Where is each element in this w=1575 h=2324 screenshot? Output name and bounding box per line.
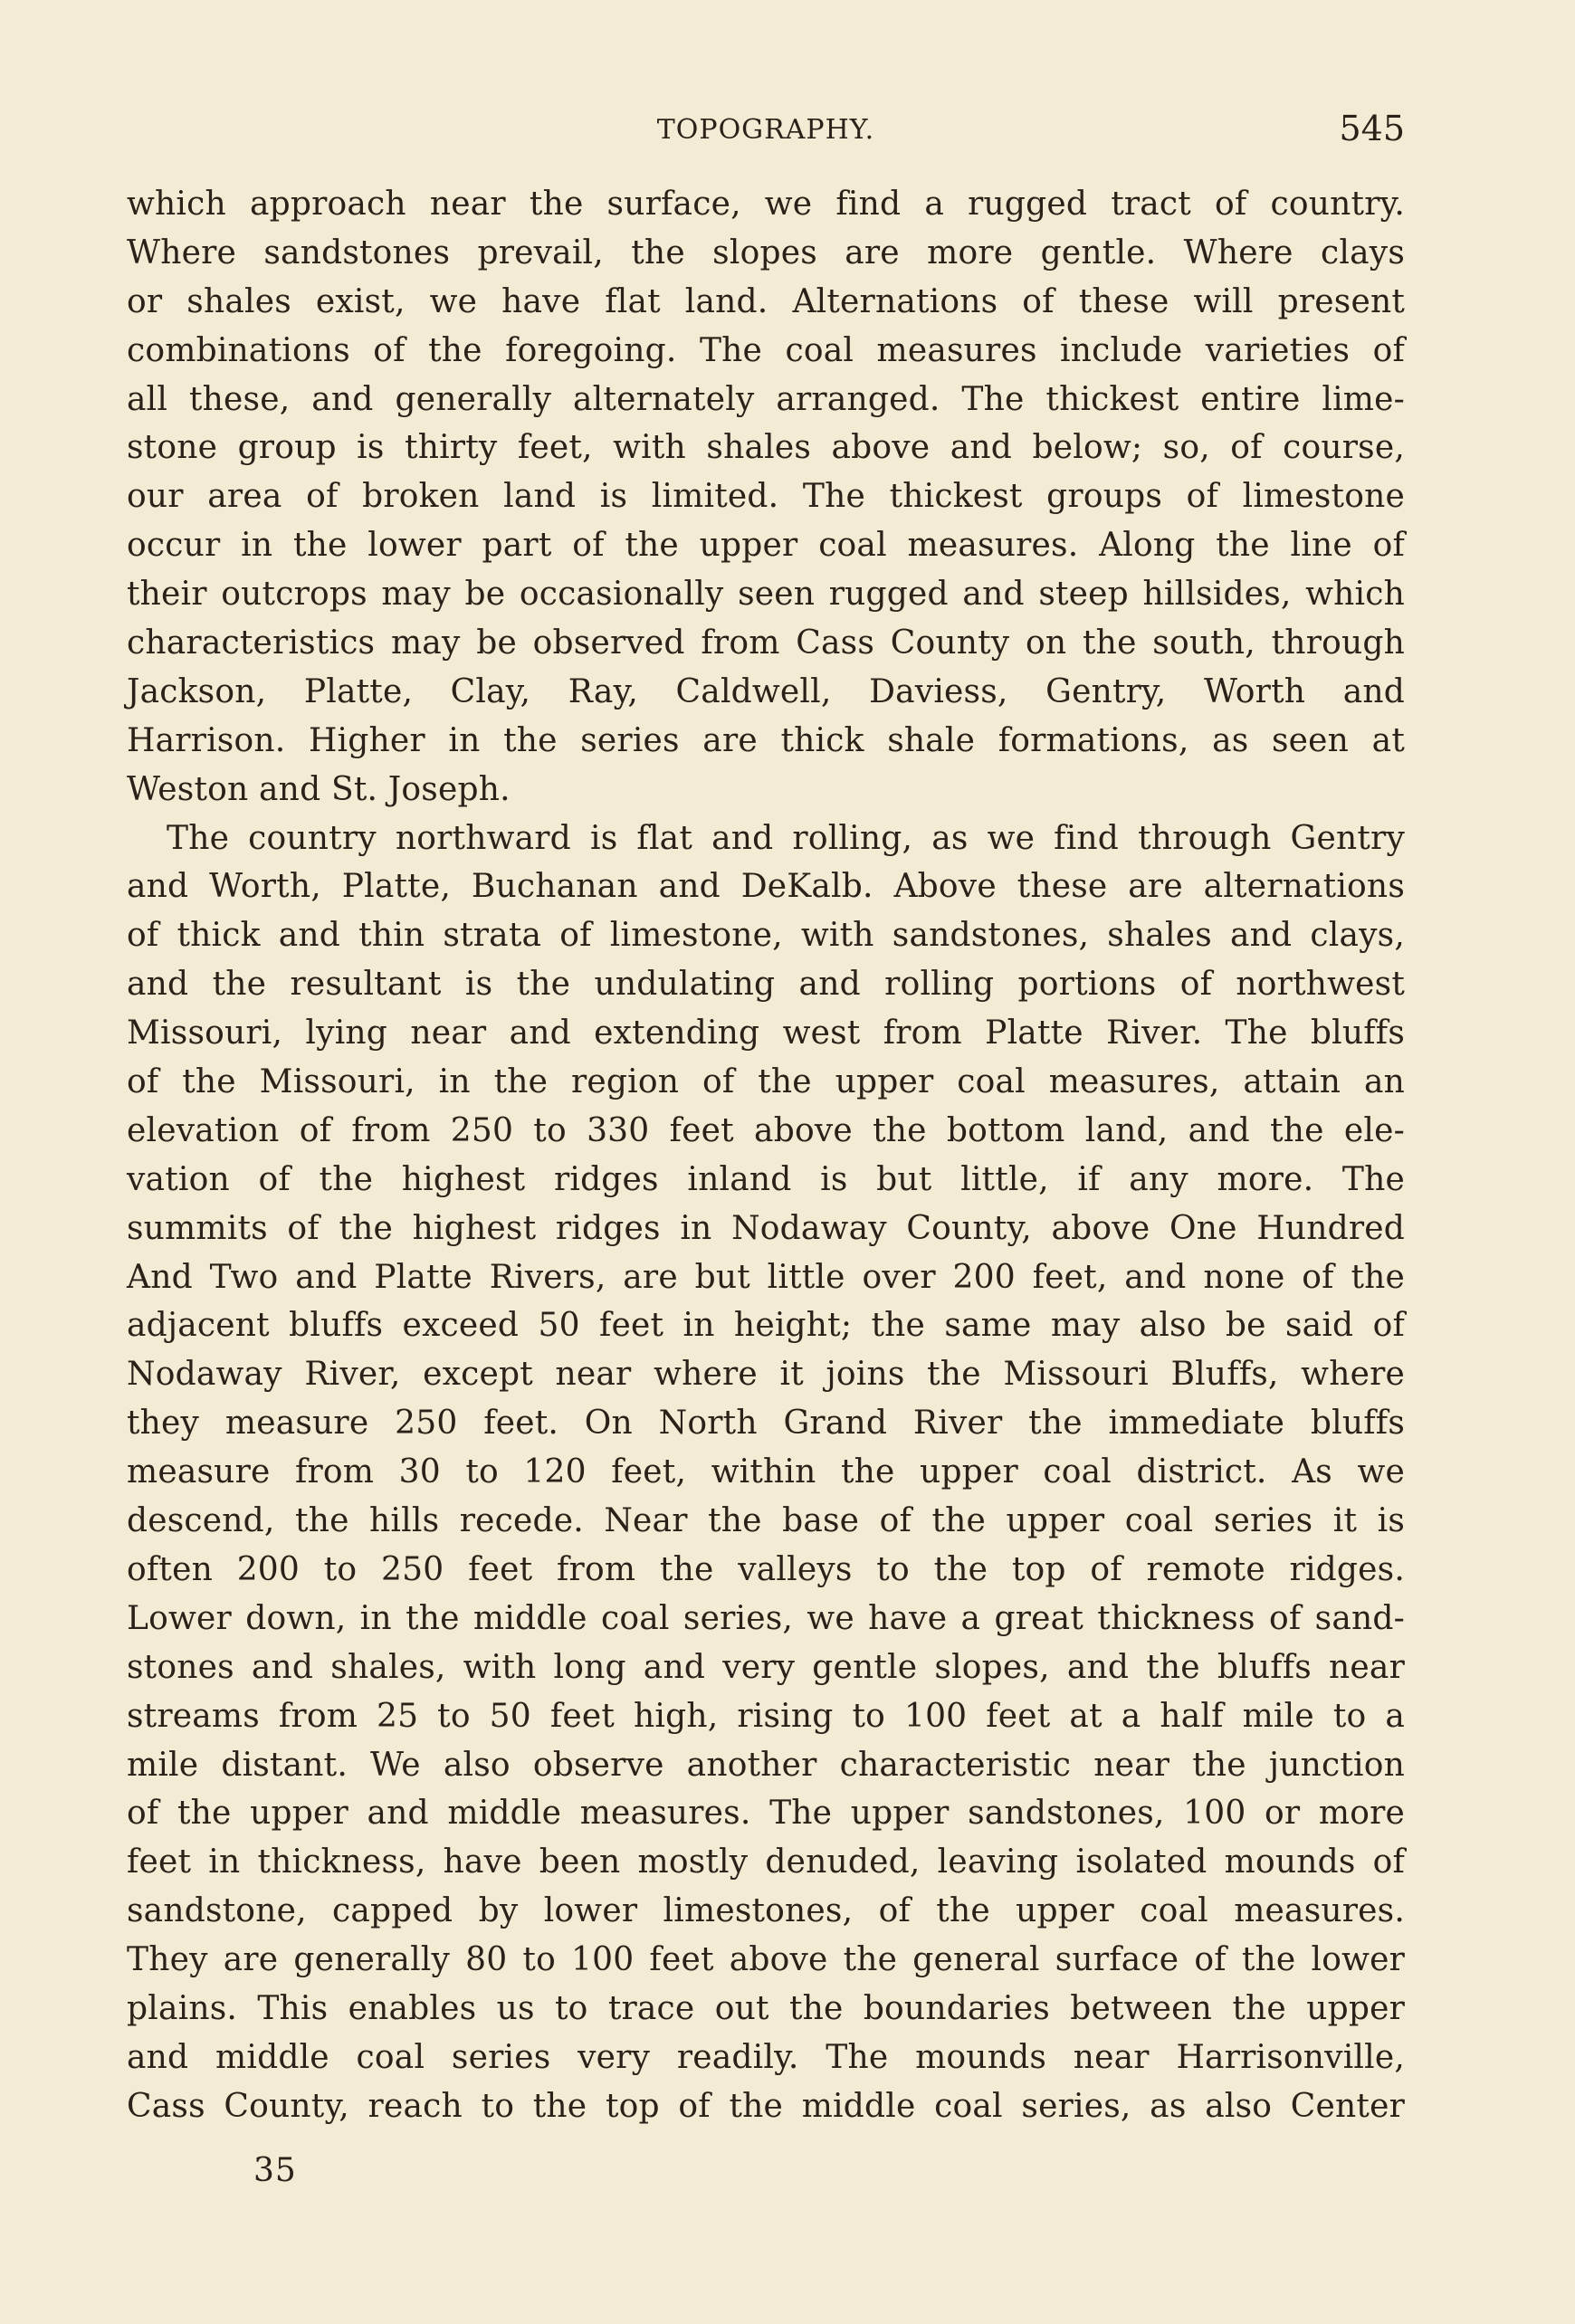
text-line: Nodaway River, except near where it joins the Missouri Bluffs, where xyxy=(127,1356,1405,1394)
text-line: summits of the highest ridges in Nodaway County, above One Hundred xyxy=(127,1209,1405,1247)
text-line: feet in thickness, have been mostly denuded, leaving isolated mounds of xyxy=(127,1843,1405,1881)
signature-mark: 35 xyxy=(253,2152,297,2189)
page-header xyxy=(127,109,1405,154)
text-line: stone group is thirty feet, with shales above and below; so, of course, xyxy=(127,429,1405,467)
text-line: stones and shales, with long and very gentle slopes, and the bluffs near xyxy=(127,1648,1405,1686)
text-line: adjacent bluffs exceed 50 feet in height; the same may also be said of xyxy=(127,1307,1405,1345)
text-line: And Two and Platte Rivers, are but little over 200 feet, and none of the xyxy=(127,1258,1405,1296)
text-line: and the resultant is the undulating and rolling portions of northwest xyxy=(127,966,1405,1004)
text-line: Jackson, Platte, Clay, Ray, Caldwell, Daviess, Gentry, Worth and xyxy=(127,672,1405,710)
text-line: Weston and St. Joseph. xyxy=(127,770,511,808)
text-line: measure from 30 to 120 feet, within the upper coal district. As we xyxy=(127,1453,1405,1491)
text-line: Where sandstones prevail, the slopes are more gentle. Where clays xyxy=(127,233,1405,271)
text-line: combinations of the foregoing. The coal measures include varieties of xyxy=(127,331,1405,369)
text-line: which approach near the surface, we find a rugged tract of country. xyxy=(127,186,1405,223)
text-line: The country northward is flat and rolling, as we find through Gentry xyxy=(167,819,1405,857)
text-line: elevation of from 250 to 330 feet above the bottom land, and the ele- xyxy=(127,1111,1405,1149)
text-line: streams from 25 to 50 feet high, rising to 100 feet at a half mile to a xyxy=(127,1697,1405,1735)
text-line: descend, the hills recede. Near the base of the upper coal series it is xyxy=(127,1502,1405,1540)
text-line: they measure 250 feet. On North Grand River the immediate bluffs xyxy=(127,1405,1405,1443)
text-line: of thick and thin strata of limestone, with sandstones, shales and clays, xyxy=(127,917,1405,955)
text-line: and Worth, Platte, Buchanan and DeKalb. Above these are alternations xyxy=(127,868,1405,906)
text-line: characteristics may be observed from Cass County on the south, through xyxy=(127,624,1405,662)
text-line: They are generally 80 to 100 feet above the general surface of the lower xyxy=(127,1941,1405,1979)
running-head: TOPOGRAPHY. xyxy=(656,114,875,146)
text-line: Cass County, reach to the top of the middle coal series, as also Center xyxy=(127,2087,1405,2125)
text-line: Harrison. Higher in the series are thick shale formations, as seen at xyxy=(127,721,1405,759)
text-line: Lower down, in the middle coal series, we have a great thickness of sand- xyxy=(127,1599,1405,1637)
page-number: 545 xyxy=(1339,109,1405,148)
text-line: vation of the highest ridges inland is but little, if any more. The xyxy=(127,1160,1405,1198)
text-line: mile distant. We also observe another characteristic near the junction xyxy=(127,1746,1405,1784)
text-line: of the Missouri, in the region of the upper coal measures, attain an xyxy=(127,1063,1405,1101)
text-line: and middle coal series very readily. The mounds near Harrisonville, xyxy=(127,2038,1405,2076)
text-line: plains. This enables us to trace out the boundaries between the upper xyxy=(127,1989,1405,2027)
text-line: Missouri, lying near and extending west from Platte River. The bluffs xyxy=(127,1014,1405,1052)
text-line: of the upper and middle measures. The upper sandstones, 100 or more xyxy=(127,1795,1405,1833)
text-line: occur in the lower part of the upper coal measures. Along the line of xyxy=(127,527,1405,565)
text-line: all these, and generally alternately arranged. The thickest entire lime- xyxy=(127,380,1405,418)
text-line: their outcrops may be occasionally seen rugged and steep hillsides, which xyxy=(127,576,1405,614)
text-line: our area of broken land is limited. The thickest groups of limestone xyxy=(127,478,1405,516)
text-line: sandstone, capped by lower limestones, of the upper coal measures. xyxy=(127,1892,1405,1930)
body-text xyxy=(127,180,1405,2131)
text-line: or shales exist, we have flat land. Alternations of these will present xyxy=(127,282,1405,320)
text-line: often 200 to 250 feet from the valleys to the top of remote ridges. xyxy=(127,1550,1405,1588)
